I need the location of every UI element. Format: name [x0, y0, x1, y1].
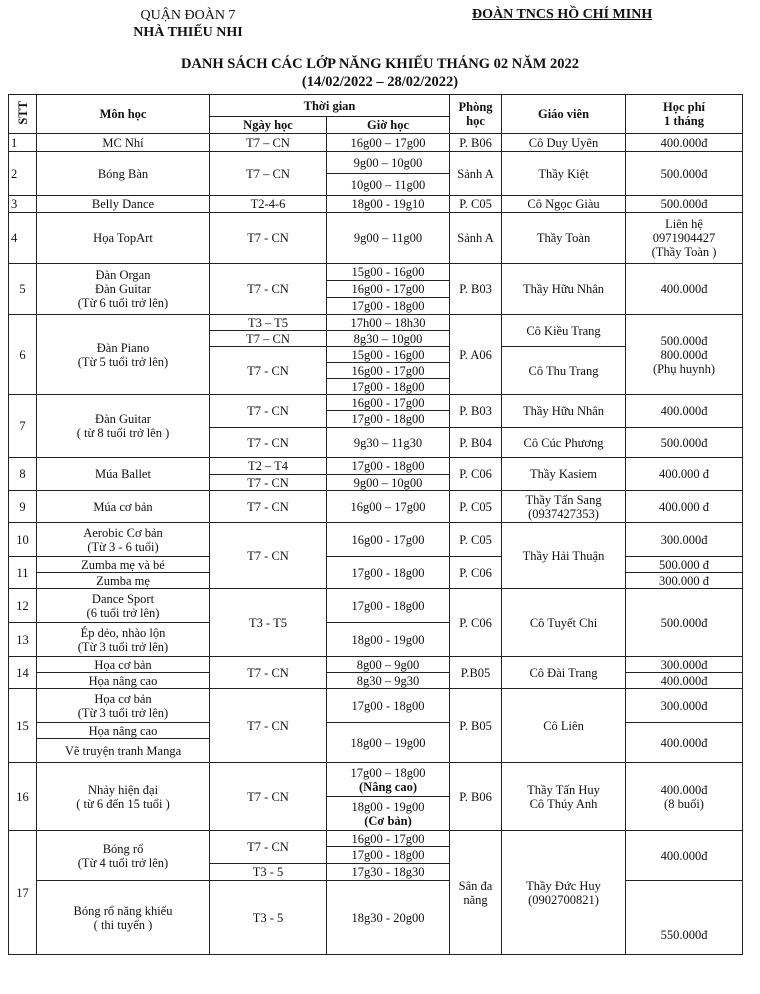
subject-cell: Họa nâng cao	[37, 723, 210, 739]
subject-cell: Dance Sport (6 tuổi trở lên)	[37, 589, 210, 623]
level-basic: (Cơ bản)	[364, 813, 412, 828]
hours-cell: 9g00 – 10g00	[327, 475, 450, 491]
teacher-cell: Cô Thu Trang	[502, 347, 626, 395]
subject-cell: Đàn Piano (Từ 5 tuổi trở lên)	[37, 315, 210, 395]
hours-cell: 16g00 - 17g00	[327, 395, 450, 411]
header-row	[9, 95, 743, 117]
fee-cell: 400.000đ	[626, 831, 743, 881]
stt-cell: 4	[9, 213, 37, 264]
room-cell: P. B06	[450, 763, 502, 831]
days-cell: T7 - CN	[210, 689, 327, 763]
table-row	[9, 881, 743, 955]
hours-cell: 9g00 – 10g00	[327, 152, 450, 174]
hours-cell: 17g00 - 18g00	[327, 379, 450, 395]
hours-cell: 10g00 – 11g00	[327, 174, 450, 196]
table-row	[9, 763, 743, 797]
subject-cell: Họa cơ bản	[37, 657, 210, 673]
subject-cell: Múa cơ bản	[37, 491, 210, 523]
fee-cell: 300.000đ	[626, 689, 743, 723]
room-cell: Sảnh A	[450, 213, 502, 264]
subject-cell: Bóng rổ năng khiếu ( thi tuyển )	[37, 881, 210, 955]
days-cell: T3 - 5	[210, 881, 327, 955]
stt-cell: 2	[9, 152, 37, 196]
table-row	[9, 523, 743, 557]
hours-cell: 16g00 – 17g00	[327, 491, 450, 523]
stt-cell: 10	[9, 523, 37, 557]
table-row	[9, 723, 743, 739]
table-row	[9, 213, 743, 264]
hours-cell	[327, 763, 450, 797]
col-room: Phòng học	[450, 95, 502, 134]
subject-cell: Họa TopArt	[37, 213, 210, 264]
days-cell: T3 - T5	[210, 589, 327, 657]
days-cell: T7 - CN	[210, 395, 327, 428]
document-title: DANH SÁCH CÁC LỚP NĂNG KHIẾU THÁNG 02 NĂM 2022	[180, 56, 580, 72]
teacher-cell: Cô Tuyết Chi	[502, 589, 626, 657]
hours-cell: 9g00 – 11g00	[327, 213, 450, 264]
fee-cell: 300.000 đ	[626, 573, 743, 589]
days-cell: T7 - CN	[210, 523, 327, 589]
table-row	[9, 673, 743, 689]
subject-cell: Aerobic Cơ bản (Từ 3 - 6 tuổi)	[37, 523, 210, 557]
room-cell: P. C06	[450, 458, 502, 491]
fee-cell: 500.000đ	[626, 196, 743, 213]
subject-cell: Nhảy hiện đại ( từ 6 đến 15 tuổi )	[37, 763, 210, 831]
col-days: Ngày học	[210, 117, 327, 134]
table-row	[9, 152, 743, 174]
hours-cell: 16g00 - 17g00	[327, 363, 450, 379]
subject-cell: Họa nâng cao	[37, 673, 210, 689]
fee-cell: 500.000 đ	[626, 557, 743, 573]
hours-cell	[327, 797, 450, 831]
room-cell: P. B03	[450, 264, 502, 315]
room-cell: P. B04	[450, 428, 502, 458]
children-house: NHÀ THIẾU NHI	[133, 25, 243, 40]
subject-cell: Múa Ballet	[37, 458, 210, 491]
class-schedule-table	[8, 94, 743, 955]
days-cell: T7 – CN	[210, 152, 327, 196]
days-cell: T7 - CN	[210, 831, 327, 864]
subject-cell: Zumba mẹ	[37, 573, 210, 589]
teacher-cell: Thầy Hữu Nhân	[502, 395, 626, 428]
hours-cell: 18g30 - 20g00	[327, 881, 450, 955]
hours-cell: 16g00 - 17g00	[327, 523, 450, 557]
days-cell: T7 - CN	[210, 347, 327, 395]
teacher-cell: Cô Liên	[502, 689, 626, 763]
fee-cell: 300.000đ	[626, 657, 743, 673]
stt-cell: 3	[9, 196, 37, 213]
subject-cell: Zumba mẹ và bé	[37, 557, 210, 573]
table-row	[9, 831, 743, 847]
days-cell: T7 - CN	[210, 264, 327, 315]
hours-cell: 17g00 - 18g00	[327, 847, 450, 864]
days-cell: T7 – CN	[210, 331, 327, 347]
stt-cell: 14	[9, 657, 37, 689]
room-cell: P. B03	[450, 395, 502, 428]
days-cell: T7 - CN	[210, 213, 327, 264]
stt-cell: 16	[9, 763, 37, 831]
table-row	[9, 557, 743, 573]
table-row	[9, 315, 743, 331]
subject-cell: Ép dẻo, nhào lộn (Từ 3 tuổi trở lên)	[37, 623, 210, 657]
days-cell: T7 - CN	[210, 475, 327, 491]
room-cell: Sân đa năng	[450, 831, 502, 955]
stt-cell: 7	[9, 395, 37, 458]
fee-cell: 400.000đ	[626, 723, 743, 763]
hours-cell: 8g30 – 9g30	[327, 673, 450, 689]
hours-cell: 17g00 - 18g00	[327, 411, 450, 428]
stt-cell: 5	[9, 264, 37, 315]
col-subject: Môn học	[37, 95, 210, 134]
hours-basic: 18g00 - 19g00	[351, 799, 425, 814]
teacher-cell: Thầy Hải Thuận	[502, 523, 626, 589]
fee-cell: 400.000 đ	[626, 491, 743, 523]
days-cell: T7 - CN	[210, 428, 327, 458]
hours-cell: 9g30 – 11g30	[327, 428, 450, 458]
teacher-cell: Thầy Kasiem	[502, 458, 626, 491]
stt-cell: 8	[9, 458, 37, 491]
hours-cell: 17g30 - 18g30	[327, 864, 450, 881]
fee-cell: Liên hệ 0971904427 (Thầy Toàn )	[626, 213, 743, 264]
table-row	[9, 589, 743, 623]
stt-cell: 13	[9, 623, 37, 657]
stt-cell: 1	[9, 134, 37, 152]
days-cell: T7 – CN	[210, 134, 327, 152]
fee-cell: 300.000đ	[626, 523, 743, 557]
table-row	[9, 657, 743, 673]
hours-cell: 17h00 – 18h30	[327, 315, 450, 331]
hours-cell: 17g00 - 18g00	[327, 298, 450, 315]
table-row	[9, 196, 743, 213]
room-cell: P. A06	[450, 315, 502, 395]
hours-cell: 18g00 – 19g00	[327, 723, 450, 763]
fee-cell: 400.000đ	[626, 264, 743, 315]
stt-cell: 17	[9, 831, 37, 955]
room-cell: P.B05	[450, 657, 502, 689]
teacher-cell: Cô Duy Uyên	[502, 134, 626, 152]
fee-cell: 500.000đ 800.000đ (Phụ huynh)	[626, 315, 743, 395]
hours-cell: 16g00 - 17g00	[327, 281, 450, 298]
room-cell: P. C06	[450, 557, 502, 589]
days-cell: T7 - CN	[210, 763, 327, 831]
subject-cell: Đàn Organ Đàn Guitar (Từ 6 tuổi trở lên)	[37, 264, 210, 315]
subject-cell: Họa cơ bản (Từ 3 tuổi trở lên)	[37, 689, 210, 723]
days-cell: T3 - 5	[210, 864, 327, 881]
fee-cell: 400.000 đ	[626, 458, 743, 491]
room-cell: P. B06	[450, 134, 502, 152]
room-cell: P. C05	[450, 196, 502, 213]
hours-cell: 15g00 - 16g00	[327, 264, 450, 281]
teacher-cell: Thầy Tấn Huy Cô Thúy Anh	[502, 763, 626, 831]
days-cell: T2-4-6	[210, 196, 327, 213]
stt-cell: 12	[9, 589, 37, 623]
col-fee: Học phí 1 tháng	[626, 95, 743, 134]
days-cell: T7 - CN	[210, 491, 327, 523]
fee-cell: 500.000đ	[626, 428, 743, 458]
table-row	[9, 264, 743, 281]
teacher-cell: Cô Ngọc Giàu	[502, 196, 626, 213]
hours-cell: 18g00 - 19g10	[327, 196, 450, 213]
hours-cell: 16g00 - 17g00	[327, 831, 450, 847]
subject-cell: Bóng rổ (Từ 4 tuổi trở lên)	[37, 831, 210, 881]
document-date-range: (14/02/2022 – 28/02/2022)	[301, 74, 459, 90]
youth-union-label: ĐOÀN TNCS HỒ CHÍ MINH	[472, 7, 653, 22]
stt-cell: 9	[9, 491, 37, 523]
hours-cell: 8g00 – 9g00	[327, 657, 450, 673]
table-row	[9, 458, 743, 475]
hours-advanced: 17g00 – 18g00	[350, 765, 426, 780]
teacher-cell: Thầy Đức Huy (0902700821)	[502, 831, 626, 955]
teacher-cell: Thầy Kiệt	[502, 152, 626, 196]
fee-cell: 550.000đ	[626, 881, 743, 955]
hours-cell: 18g00 - 19g00	[327, 623, 450, 657]
subject-cell: Belly Dance	[37, 196, 210, 213]
col-stt: STT	[9, 95, 37, 134]
stt-cell: 6	[9, 315, 37, 395]
table-row	[9, 134, 743, 152]
table-row	[9, 395, 743, 411]
teacher-cell: Cô Cúc Phương	[502, 428, 626, 458]
days-cell: T2 – T4	[210, 458, 327, 475]
hours-cell: 8g30 – 10g00	[327, 331, 450, 347]
hours-cell: 15g00 - 16g00	[327, 347, 450, 363]
subject-cell: Bóng Bàn	[37, 152, 210, 196]
hours-cell: 16g00 – 17g00	[327, 134, 450, 152]
days-cell: T3 – T5	[210, 315, 327, 331]
fee-cell: 500.000đ	[626, 152, 743, 196]
stt-cell: 11	[9, 557, 37, 589]
room-cell: Sảnh A	[450, 152, 502, 196]
fee-cell: 400.000đ	[626, 395, 743, 428]
teacher-cell: Thầy Hữu Nhân	[502, 264, 626, 315]
teacher-cell: Thầy Tấn Sang (0937427353)	[502, 491, 626, 523]
col-teacher: Giáo viên	[502, 95, 626, 134]
fee-cell: 500.000đ	[626, 589, 743, 657]
district-union: QUẬN ĐOÀN 7	[140, 8, 236, 23]
fee-cell: 400.000đ	[626, 673, 743, 689]
room-cell: P. B05	[450, 689, 502, 763]
table-row	[9, 491, 743, 523]
hours-cell: 17g00 - 18g00	[327, 589, 450, 623]
level-advanced: (Nâng cao)	[359, 779, 417, 794]
subject-cell: MC Nhí	[37, 134, 210, 152]
table-row	[9, 689, 743, 723]
stt-cell: 15	[9, 689, 37, 763]
fee-cell: 400.000đ (8 buổi)	[626, 763, 743, 831]
col-hours: Giờ học	[327, 117, 450, 134]
room-cell: P. C05	[450, 523, 502, 557]
subject-cell: Đàn Guitar ( từ 8 tuổi trở lên )	[37, 395, 210, 458]
teacher-cell: Cô Đài Trang	[502, 657, 626, 689]
organization-block	[88, 7, 288, 41]
room-cell: P. C06	[450, 589, 502, 657]
hours-cell: 17g00 - 18g00	[327, 458, 450, 475]
days-cell: T7 - CN	[210, 657, 327, 689]
room-cell: P. C05	[450, 491, 502, 523]
subject-cell: Vẽ truyện tranh Manga	[37, 739, 210, 763]
fee-cell: 400.000đ	[626, 134, 743, 152]
teacher-cell: Thầy Toàn	[502, 213, 626, 264]
col-time: Thời gian	[210, 95, 450, 117]
hours-cell: 17g00 - 18g00	[327, 689, 450, 723]
hours-cell: 17g00 - 18g00	[327, 557, 450, 589]
teacher-cell: Cô Kiều Trang	[502, 315, 626, 347]
